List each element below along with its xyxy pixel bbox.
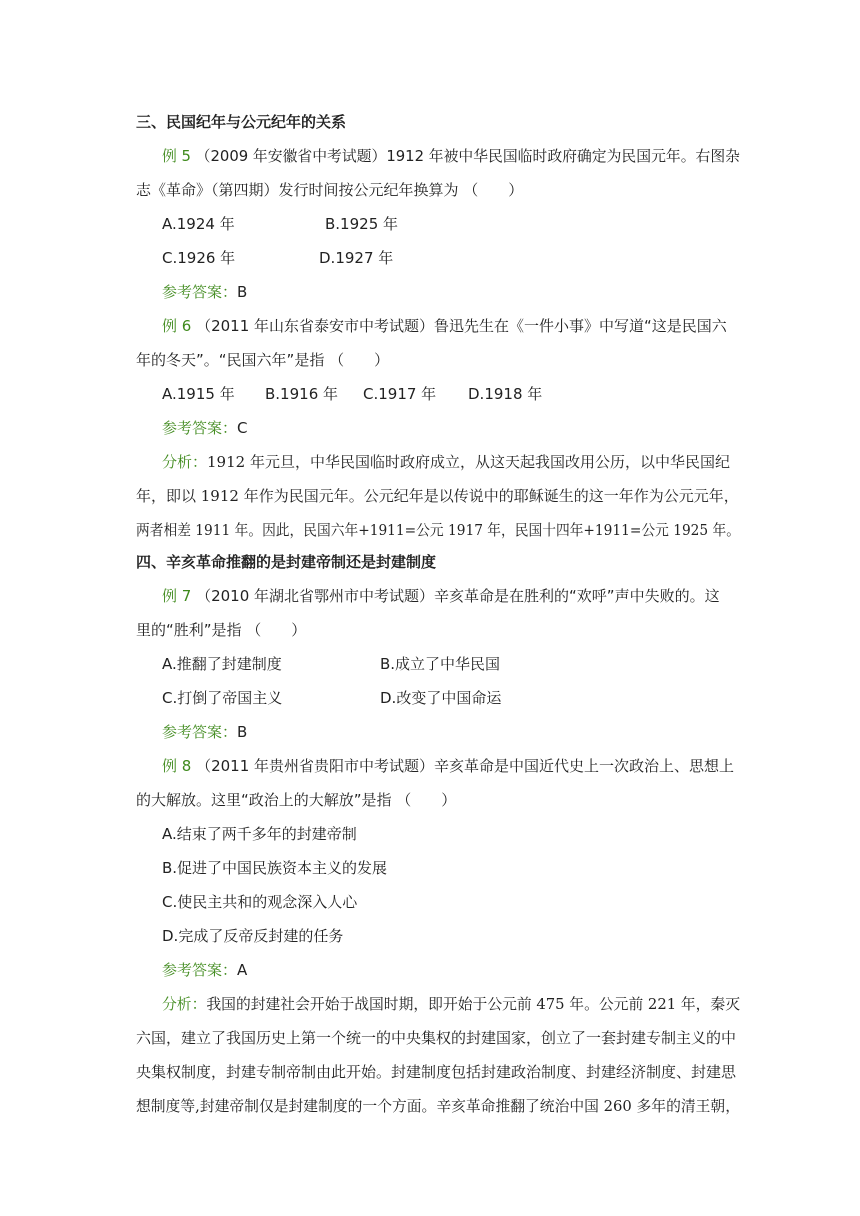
question-text: （2011 年贵州省贵阳市中考试题）辛亥革命是中国近代史上一次政治上、思想上: [196, 757, 735, 775]
option-a: A.1915 年: [162, 385, 235, 403]
example-tag: 例 5: [162, 147, 191, 165]
option-d: D.改变了中国命运: [380, 689, 502, 707]
example-tag: 例 6: [162, 317, 192, 335]
analysis-line-2: 年，即以 1912 年作为民国元年。公元纪年是以传说中的耶稣诞生的这一年作为公元元年，: [136, 487, 739, 505]
example-6-line-2: 年的冬天”。“民国六年”是指 （ ）: [136, 351, 390, 369]
example-6-line-1: [162, 316, 727, 336]
option-c: C.1917 年: [363, 385, 437, 403]
analysis-line-3: 两者相差 1911 年。因此，民国六年+1911=公元 1917 年，民国十四年+1911=公元 1925 年。: [136, 521, 740, 539]
answer-line: [162, 960, 247, 980]
example-5-line-2: 志《革命》（第四期）发行时间按公元纪年换算为 （ ）: [136, 181, 524, 199]
question-text: （2011 年山东省泰安市中考试题）鲁迅先生在《一件小事》中写道“这是民国六: [196, 317, 727, 335]
answer-value: B: [237, 723, 248, 741]
analysis-text: 我国的封建社会开始于战国时期，即开始于公元前 475 年。公元前 221 年，秦灭: [206, 995, 740, 1013]
answer-label: 参考答案：: [162, 419, 238, 437]
answer-line: [162, 282, 247, 302]
option-d: D.1918 年: [468, 385, 543, 403]
option-c: C.打倒了帝国主义: [162, 689, 283, 707]
answer-value: A: [237, 961, 248, 979]
question-text: （2010 年湖北省鄂州市中考试题）辛亥革命是在胜利的“欢呼”声中失败的。这: [196, 587, 720, 605]
example-8-line-2: 的大解放。这里“政治上的大解放”是指 （ ）: [136, 791, 457, 809]
example-8-line-1: [162, 756, 734, 776]
example-7-line-2: 里的“胜利”是指 （ ）: [136, 621, 307, 639]
section-heading: 三、民国纪年与公元纪年的关系: [136, 113, 347, 131]
answer-value: B: [237, 283, 248, 301]
option-a: A.1924 年: [162, 215, 235, 233]
question-text: （2009 年安徽省中考试题）1912 年被中华民国临时政府确定为民国元年。右图杂: [195, 147, 740, 165]
analysis-line-1: [162, 452, 730, 472]
answer-label: 参考答案：: [162, 283, 238, 301]
option-c: C.使民主共和的观念深入人心: [162, 893, 358, 911]
option-c: C.1926 年: [162, 249, 236, 267]
example-tag: 例 7: [162, 587, 192, 605]
section-heading: 四、辛亥革命推翻的是封建帝制还是封建制度: [136, 553, 437, 571]
analysis-line-1: [162, 994, 740, 1014]
answer-label: 参考答案：: [162, 961, 238, 979]
answer-label: 参考答案：: [162, 723, 238, 741]
option-b: B.促进了中国民族资本主义的发展: [162, 859, 388, 877]
option-a: A.推翻了封建制度: [162, 655, 282, 673]
analysis-label: 分析：: [162, 453, 208, 471]
option-a: A.结束了两千多年的封建帝制: [162, 825, 357, 843]
option-b: B.1916 年: [265, 385, 339, 403]
example-5-line-1: [162, 146, 740, 166]
analysis-label: 分析：: [162, 995, 207, 1013]
option-b: B.成立了中华民国: [380, 655, 501, 673]
answer-line: [162, 722, 247, 742]
analysis-line-4: 想制度等,封建帝制仅是封建制度的一个方面。辛亥革命推翻了统治中国 260 多年的清王朝，: [136, 1097, 740, 1115]
option-d: D.完成了反帝反封建的任务: [162, 927, 344, 945]
example-tag: 例 8: [162, 757, 192, 775]
analysis-line-2: 六国，建立了我国历史上第一个统一的中央集权的封建国家，创立了一套封建专制主义的中: [136, 1029, 737, 1047]
option-d: D.1927 年: [319, 249, 394, 267]
analysis-text: 1912 年元旦，中华民国临时政府成立，从这天起我国改用公历，以中华民国纪: [207, 453, 730, 471]
example-7-line-1: [162, 586, 720, 606]
answer-value: C: [237, 419, 248, 437]
answer-line: [162, 418, 248, 438]
option-b: B.1925 年: [325, 215, 399, 233]
analysis-line-3: 央集权制度，封建专制帝制由此开始。封建制度包括封建政治制度、封建经济制度、封建思: [136, 1063, 737, 1081]
